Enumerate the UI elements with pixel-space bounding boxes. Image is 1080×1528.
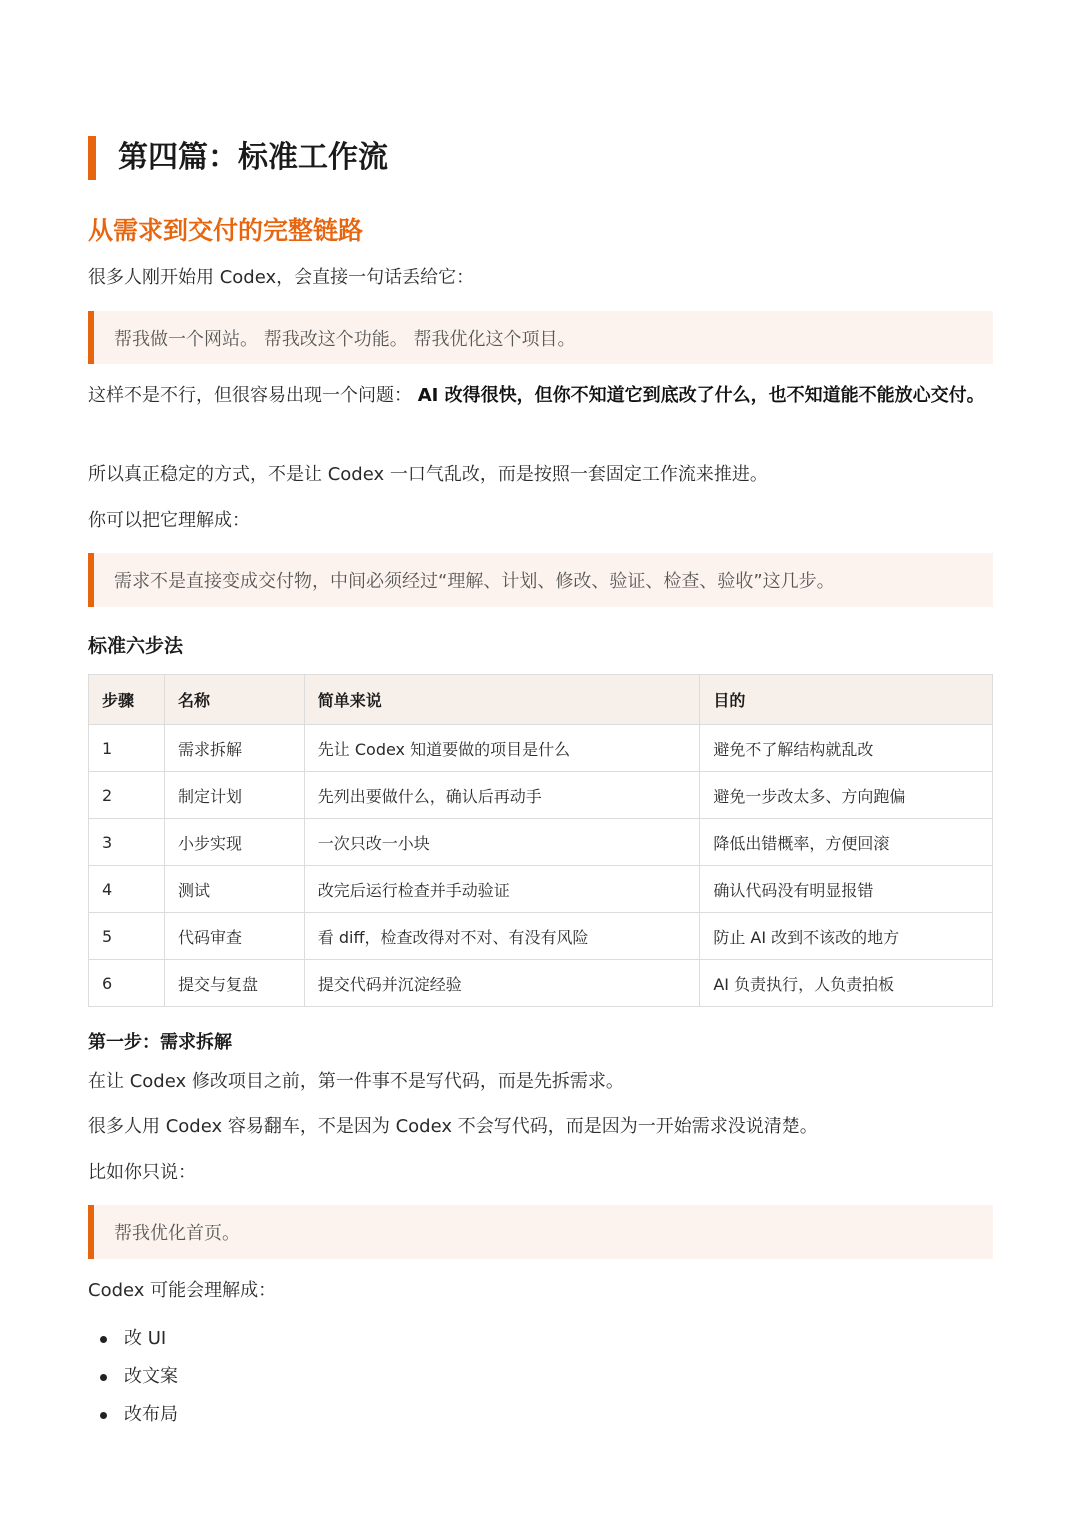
cell-name: 提交与复盘: [164, 960, 304, 1007]
header-step: 步骤: [89, 675, 165, 725]
bullet-icon: [100, 1374, 107, 1381]
step1-paragraph-2: 很多人用 Codex 容易翻车，不是因为 Codex 不会写代码，而是因为一开始需求没说清楚。: [88, 1116, 818, 1137]
cell-name: 测试: [164, 866, 304, 913]
list-item: [88, 1358, 178, 1396]
chapter-title: 第四篇：标准工作流: [88, 136, 388, 180]
intro-paragraph: 很多人刚开始用 Codex，会直接一句话丢给它：: [88, 267, 475, 288]
header-purpose: 目的: [700, 675, 993, 725]
section-title: 从需求到交付的完整链路: [88, 216, 364, 245]
table-row: [89, 772, 993, 819]
cell-purpose: 防止 AI 改到不该改的地方: [700, 913, 993, 960]
table-title: 标准六步法: [88, 635, 184, 657]
header-summary: 简单来说: [304, 675, 700, 725]
quote-text: 帮我优化首页。: [114, 1223, 240, 1244]
problem-paragraph: [88, 380, 993, 412]
bullet-icon: [100, 1412, 107, 1419]
cell-summary: 先列出要做什么，确认后再动手: [304, 772, 700, 819]
quote-block-example: [88, 1205, 993, 1259]
interpretation-list: [88, 1320, 178, 1434]
cell-purpose: 确认代码没有明显报错: [700, 866, 993, 913]
list-item-text: 改文案: [124, 1366, 178, 1387]
problem-emphasis: AI 改得很快，但你不知道它到底改了什么，也不知道能不能放心交付。: [417, 385, 985, 406]
quote-block-requests: [88, 311, 993, 364]
quote-text: 需求不是直接变成交付物，中间必须经过“理解、计划、修改、验证、检查、验收”这几步。: [114, 571, 835, 592]
table-row: [89, 819, 993, 866]
table-row: [89, 725, 993, 772]
quote-text: 帮我做一个网站。 帮我改这个功能。 帮我优化这个项目。: [114, 328, 576, 350]
cell-step: 1: [89, 725, 165, 772]
cell-summary: 提交代码并沉淀经验: [304, 960, 700, 1007]
quote-block-pipeline: [88, 553, 993, 607]
six-steps-table: [88, 674, 993, 1007]
list-item-text: 改 UI: [124, 1328, 167, 1349]
list-item: [88, 1320, 178, 1358]
interpret-paragraph: Codex 可能会理解成：: [88, 1280, 277, 1301]
table-row: [89, 913, 993, 960]
step1-paragraph-1: 在让 Codex 修改项目之前，第一件事不是写代码，而是先拆需求。: [88, 1071, 624, 1092]
cell-summary: 改完后运行检查并手动验证: [304, 866, 700, 913]
bullet-icon: [100, 1336, 107, 1343]
cell-name: 制定计划: [164, 772, 304, 819]
header-name: 名称: [164, 675, 304, 725]
cell-name: 代码审查: [164, 913, 304, 960]
problem-text: 这样不是不行，但很容易出现一个问题：: [88, 385, 418, 406]
cell-summary: 一次只改一小块: [304, 819, 700, 866]
table-row: [89, 960, 993, 1007]
cell-summary: 先让 Codex 知道要做的项目是什么: [304, 725, 700, 772]
step1-paragraph-3: 比如你只说：: [88, 1162, 196, 1183]
cell-name: 需求拆解: [164, 725, 304, 772]
table-header-row: [89, 675, 993, 725]
list-item: [88, 1396, 178, 1434]
list-item-text: 改布局: [124, 1404, 178, 1425]
table-row: [89, 866, 993, 913]
cell-step: 3: [89, 819, 165, 866]
cell-step: 4: [89, 866, 165, 913]
cell-purpose: 避免一步改太多、方向跑偏: [700, 772, 993, 819]
understand-paragraph: 你可以把它理解成：: [88, 510, 250, 531]
step1-title: 第一步：需求拆解: [88, 1032, 232, 1053]
cell-step: 6: [89, 960, 165, 1007]
cell-step: 5: [89, 913, 165, 960]
cell-name: 小步实现: [164, 819, 304, 866]
cell-purpose: AI 负责执行，人负责拍板: [700, 960, 993, 1007]
workflow-paragraph: 所以真正稳定的方式，不是让 Codex 一口气乱改，而是按照一套固定工作流来推进。: [88, 464, 768, 485]
cell-purpose: 降低出错概率，方便回滚: [700, 819, 993, 866]
cell-purpose: 避免不了解结构就乱改: [700, 725, 993, 772]
cell-summary: 看 diff，检查改得对不对、有没有风险: [304, 913, 700, 960]
cell-step: 2: [89, 772, 165, 819]
